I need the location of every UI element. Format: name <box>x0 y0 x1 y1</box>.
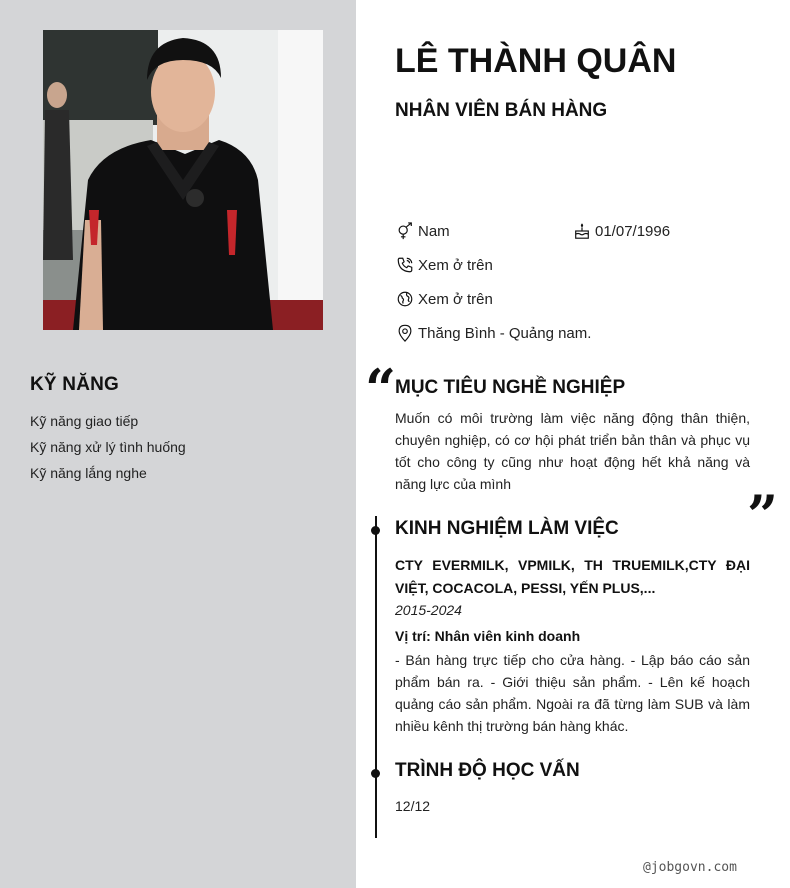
experience-period: 2015-2024 <box>395 602 462 618</box>
experience-title: KINH NGHIỆM LÀM VIỆC <box>395 518 619 539</box>
skills-list <box>30 408 330 486</box>
objective-title: MỤC TIÊU NGHỀ NGHIỆP <box>395 377 626 398</box>
experience-position: Vị trí: Nhân viên kinh doanh <box>395 628 581 644</box>
info-birthday <box>572 221 670 241</box>
education-title: TRÌNH ĐỘ HỌC VẤN <box>395 760 580 781</box>
footer-watermark: @jobgovn.com <box>643 860 737 875</box>
timeline-line <box>375 516 377 838</box>
info-phone <box>395 255 493 275</box>
cake-icon <box>572 221 592 241</box>
experience-company: CTY EVERMILK, VPMILK, TH TRUEMILK,CTY ĐẠI VIỆT, COCACOLA, PESSI, YẾN PLUS,... <box>395 557 750 596</box>
phone-value: Xem ở trên <box>418 256 493 274</box>
experience-description: - Bán hàng trực tiếp cho cửa hàng. - Lập báo cáo sản phẩm bán ra. - Giới thiệu sản phẩm. - Lên kế hoạch quảng cáo sản phẩm. Ngoài ra đã từng làm SUB và làm nhiều kênh thị trường bán hàng khác. <box>395 652 750 734</box>
birthday-value: 01/07/1996 <box>595 222 671 240</box>
job-title: NHÂN VIÊN BÁN HÀNG <box>395 100 608 121</box>
education-level: 12/12 <box>395 798 431 814</box>
skills-title: KỸ NĂNG <box>30 374 120 395</box>
gender-icon <box>395 221 415 241</box>
globe-icon <box>395 289 415 309</box>
candidate-name: LÊ THÀNH QUÂN <box>395 42 677 80</box>
info-website <box>395 289 493 309</box>
skill-item: Kỹ năng giao tiếp <box>30 413 139 429</box>
gender-value: Nam <box>418 222 450 240</box>
sidebar <box>0 0 356 888</box>
timeline-dot <box>371 526 380 535</box>
address-value: Thăng Bình - Quảng nam. <box>418 324 592 342</box>
profile-photo <box>43 30 323 330</box>
info-address <box>395 323 591 343</box>
timeline-dot <box>371 769 380 778</box>
info-gender <box>395 221 450 241</box>
objective-text: Muốn có môi trường làm việc năng động thân thiện, chuyên nghiệp, có cơ hội phát triển bản thân và phục vụ tốt cho công ty cũng như hoạt động hết khả năng và năng lực của mình <box>395 410 750 492</box>
website-value: Xem ở trên <box>418 290 493 308</box>
skill-item: Kỹ năng lắng nghe <box>30 465 147 481</box>
skills-section <box>30 374 330 486</box>
skill-item: Kỹ năng xử lý tình huống <box>30 439 186 455</box>
phone-icon <box>395 255 415 275</box>
location-pin-icon <box>395 323 415 343</box>
quote-open-icon: “ <box>365 357 397 421</box>
quote-close-icon: ” <box>747 483 779 547</box>
